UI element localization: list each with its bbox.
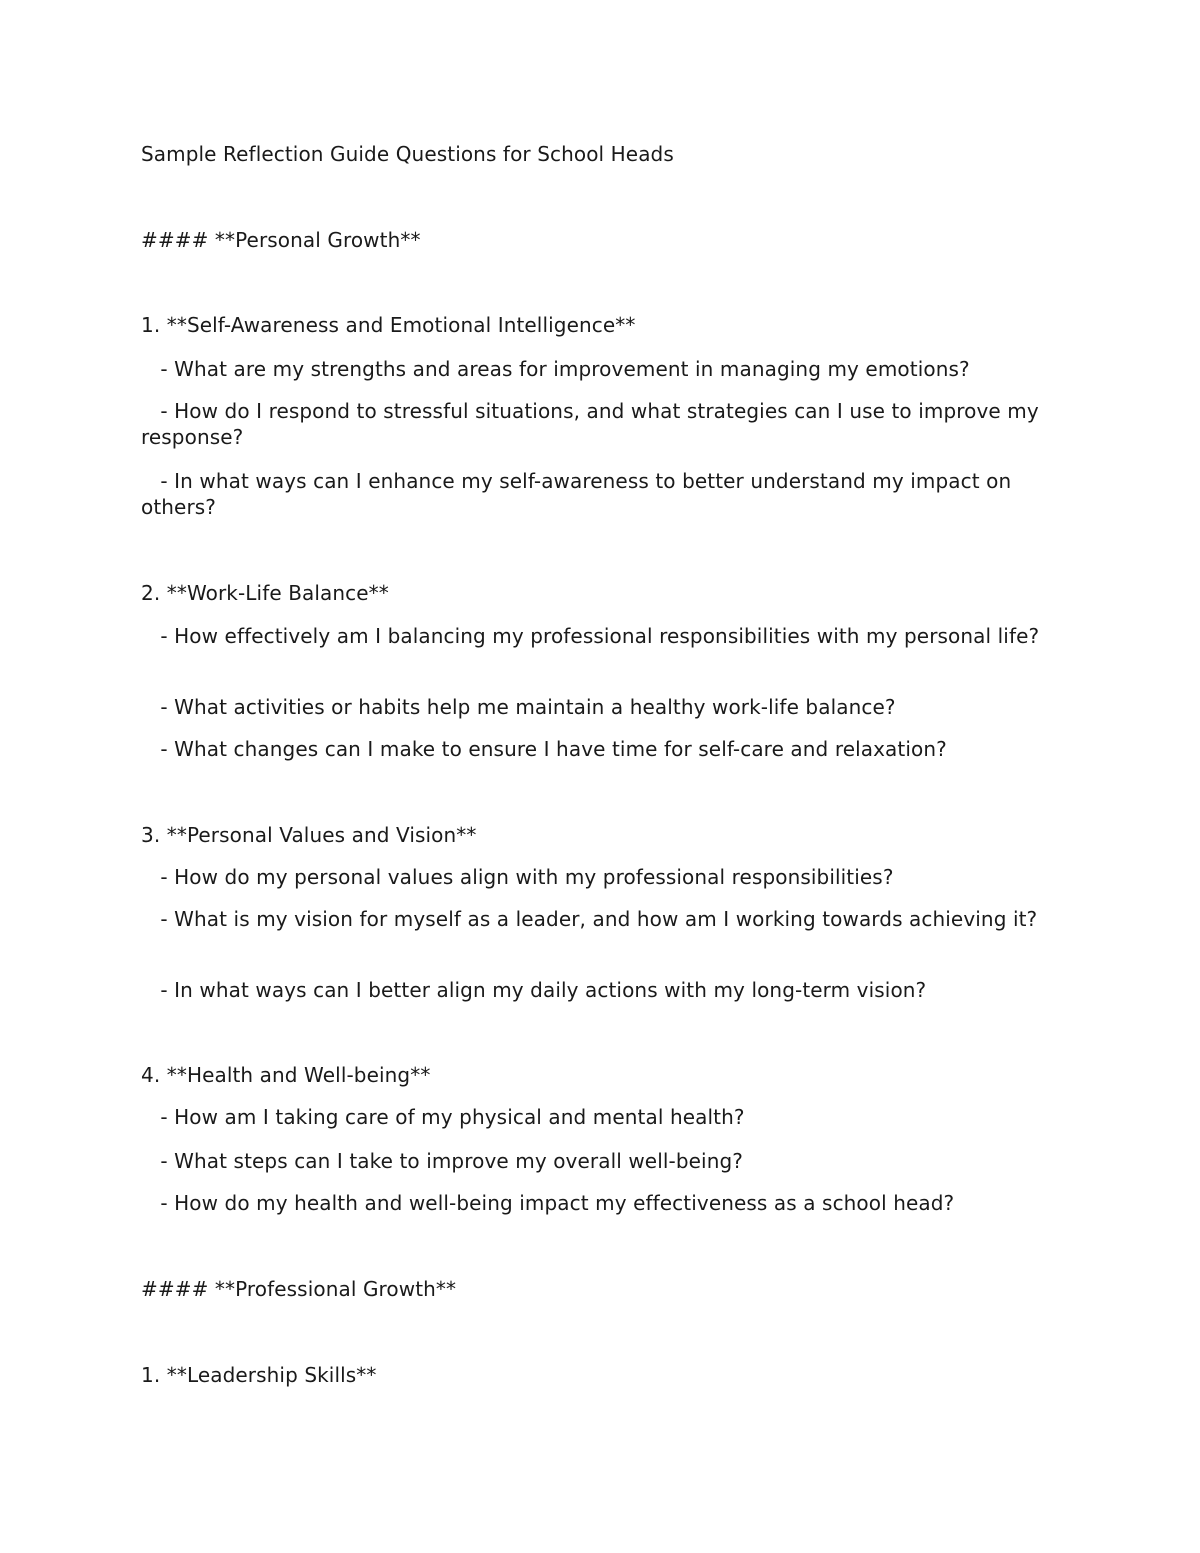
- item-label-work-life-balance: 2. **Work-Life Balance**: [141, 581, 389, 605]
- question-text: - What is my vision for myself as a leader, and how am I working towards achieving it?: [141, 907, 1038, 931]
- question-text: - What activities or habits help me maintain a healthy work-life balance?: [141, 695, 896, 719]
- item-label-personal-values: 3. **Personal Values and Vision**: [141, 823, 477, 847]
- question-text: - How do I respond to stressful situations, and what strategies can I use to improve my response?: [141, 399, 1046, 449]
- question-text: - How am I taking care of my physical and mental health?: [141, 1105, 745, 1129]
- section-heading-personal-growth: #### **Personal Growth**: [141, 228, 421, 252]
- section-heading-professional-growth: #### **Professional Growth**: [141, 1277, 457, 1301]
- document-title: Sample Reflection Guide Questions for School Heads: [141, 142, 674, 166]
- item-label-health-well-being: 4. **Health and Well-being**: [141, 1063, 431, 1087]
- item-label-leadership-skills: 1. **Leadership Skills**: [141, 1363, 377, 1387]
- question-text: - In what ways can I better align my daily actions with my long-term vision?: [141, 978, 927, 1002]
- question-text: - How do my personal values align with my professional responsibilities?: [141, 865, 894, 889]
- question-text: - What steps can I take to improve my overall well-being?: [141, 1149, 743, 1173]
- question-text: - What are my strengths and areas for improvement in managing my emotions?: [141, 357, 970, 381]
- question-text: - How effectively am I balancing my professional responsibilities with my personal life?: [141, 624, 1040, 648]
- question-text: - How do my health and well-being impact my effectiveness as a school head?: [141, 1191, 955, 1215]
- question-text: - In what ways can I enhance my self-awareness to better understand my impact on others?: [141, 469, 1018, 519]
- question-text: - What changes can I make to ensure I have time for self-care and relaxation?: [141, 737, 947, 761]
- item-label-self-awareness: 1. **Self-Awareness and Emotional Intelligence**: [141, 313, 636, 337]
